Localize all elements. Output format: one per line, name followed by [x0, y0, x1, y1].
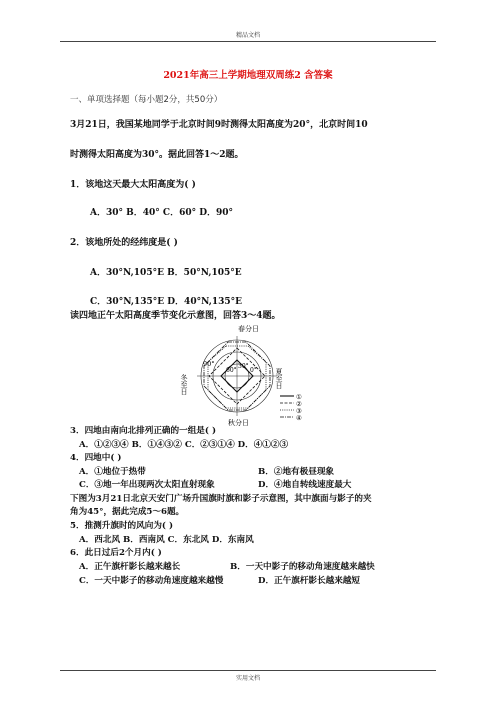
intro-line-1: 3月21日，我国某地同学于北京时间9时测得太阳高度为20°，北京时间10 [70, 120, 368, 130]
q6-option-a: A．正午旗杆影长越来越长 [79, 562, 181, 572]
q4-option-d: D．④地自转线速度最大 [258, 480, 352, 490]
label-spring-equinox: 春分日 [238, 325, 259, 333]
legend-label-1: ① [296, 393, 302, 401]
q5-stem: 5．推测升旗时的风向为( ) [70, 521, 174, 531]
ring-label-30: 30° [238, 363, 249, 370]
q2-options-line-1: A．30°N,105°E B．50°N,105°E [90, 268, 242, 278]
q4-option-c: C．③地一年出现两次太阳直射现象 [79, 480, 215, 490]
solar-altitude-figure [180, 322, 320, 426]
q6-stem: 6．此日过后2个月内( ) [70, 548, 162, 558]
legend-label-3: ③ [296, 407, 302, 415]
figure-intro: 读四地正午太阳高度季节变化示意图，回答3～4题。 [70, 311, 281, 321]
q4-option-b: B．②地有极昼现象 [258, 467, 335, 477]
page-footer: 实用文档 [235, 675, 260, 682]
label-autumn-equinox: 秋分日 [228, 419, 249, 426]
header-divider [60, 41, 436, 42]
legend-label-2: ② [296, 400, 302, 408]
q1-options: A．30° B．40° C．60° D．90° [90, 208, 234, 218]
q6-option-d: D．正午旗杆影长越来越短 [258, 576, 360, 586]
label-winter-solstice: 冬至日 [180, 374, 188, 395]
q4-stem: 4．四地中( ) [70, 453, 122, 463]
section-heading: 一、单项选择题（每小题2分，共50分） [70, 95, 223, 105]
legend-label-4: ④ [296, 414, 302, 422]
ring-label-0: 0° [250, 367, 257, 374]
q6-option-c: C．一天中影子的移动角速度越来越慢 [79, 576, 224, 586]
q2-options-line-2: C．30°N,135°E D．40°N,135°E [90, 297, 243, 307]
q3-options: A．①②③④ B．①④③② C．②③①④ D．④①②③ [79, 440, 289, 450]
passage2-line-2: 角为45°，据此完成5～6题。 [70, 507, 185, 517]
q3-stem: 3．四地由南向北排列正确的一组是( ) [70, 426, 217, 436]
intro-line-2: 时测得太阳高度为30°。据此回答1～2题。 [70, 150, 244, 160]
q1-stem: 1．该地这天最大太阳高度为( ) [70, 180, 196, 190]
passage2-line-1: 下图为3月21日北京天安门广场升国旗时旗和影子示意图，其中旗面与影子的夹 [70, 494, 372, 504]
q5-options: A．西北风 B．西南风 C．东北风 D．东南风 [79, 535, 254, 545]
footer-divider [60, 670, 436, 671]
q6-option-b: B．一天中影子的移动角速度越来越快 [230, 562, 375, 572]
document-title: 2021年高三上学期地理双周练2 含答案 [163, 70, 333, 81]
label-summer-solstice: 夏至日 [275, 368, 283, 389]
page-header: 精品文档 [235, 32, 260, 39]
q2-stem: 2．该地所处的经纬度是( ) [70, 238, 178, 248]
label-90-deg: 90° [203, 360, 215, 368]
ring-label-60: 60° [226, 367, 237, 374]
q4-option-a: A．①地位于热带 [79, 467, 146, 477]
